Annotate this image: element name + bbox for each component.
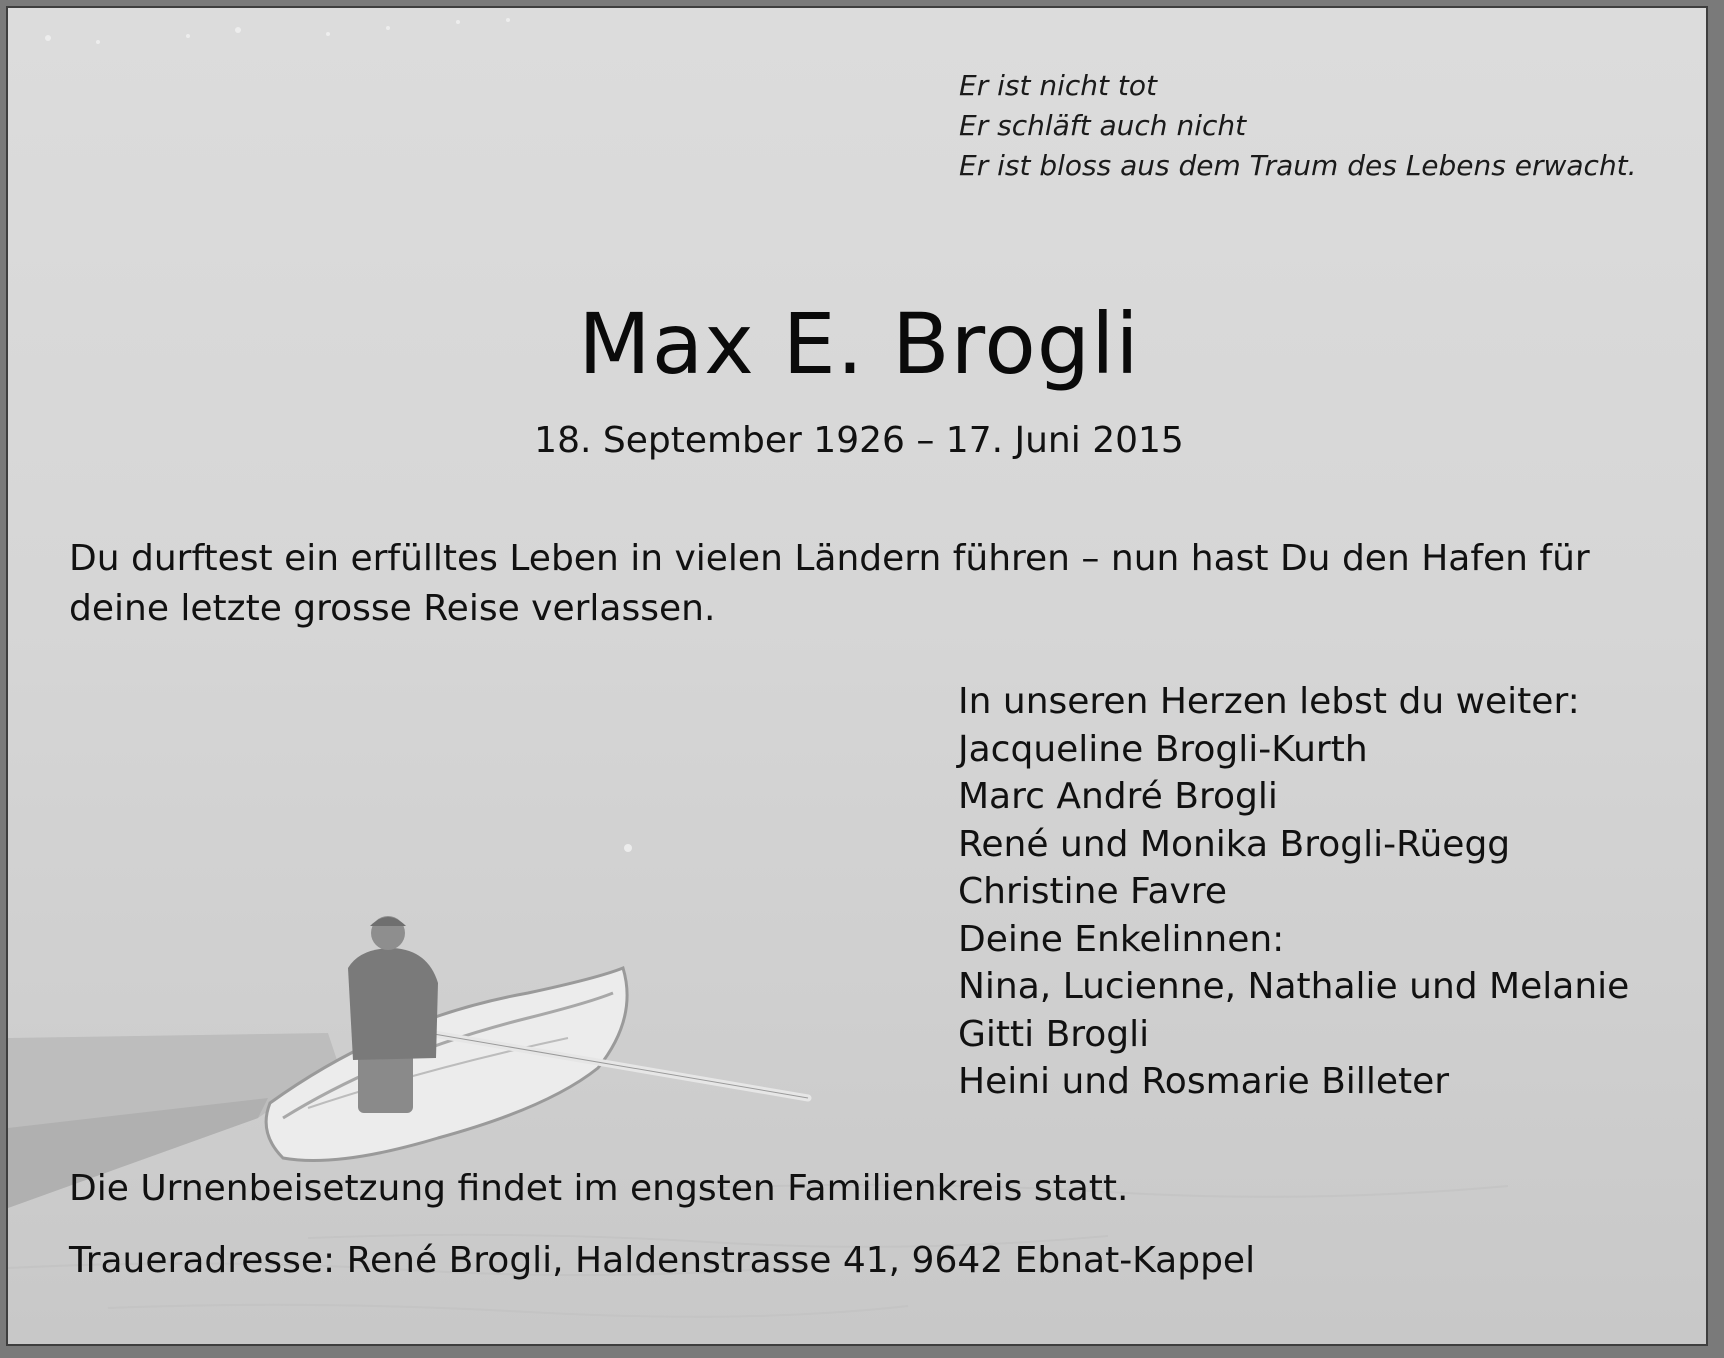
mourners-list — [958, 678, 1629, 1106]
rowboat-photo — [8, 8, 1708, 1346]
epigraph-poem — [959, 66, 1637, 186]
epigraph-line: Er ist nicht tot — [959, 69, 1157, 102]
burial-note: Die Urnenbeisetzung findet im engsten Familienkreis statt. — [69, 1168, 1129, 1209]
mourner-name: Gitti Brogli — [958, 1013, 1150, 1055]
mourner-name: Marc André Brogli — [958, 776, 1278, 817]
mourner-name: Christine Favre — [958, 871, 1227, 912]
obituary-notice — [6, 6, 1708, 1346]
mourning-address: Traueradresse: René Brogli, Haldenstrasse 41, 9642 Ebnat-Kappel — [69, 1240, 1256, 1281]
mourner-name: Nina, Lucienne, Nathalie und Melanie — [958, 966, 1630, 1007]
mourners-heading: In unseren Herzen lebst du weiter: — [958, 681, 1580, 722]
mourner-name: Deine Enkelinnen: — [958, 918, 1285, 960]
epigraph-line: Er ist bloss aus dem Traum des Lebens erwacht. — [959, 149, 1637, 182]
life-dates: 18. September 1926 – 17. Juni 2015 — [534, 420, 1184, 461]
mourner-name: René und Monika Brogli-Rüegg — [958, 823, 1511, 865]
tribute-text: Du durftest ein erfülltes Leben in vielen Ländern führen – nun hast Du den Hafen für deine letzte grosse Reise verlassen. — [69, 538, 1590, 629]
mourner-name: Jacqueline Brogli-Kurth — [958, 728, 1368, 770]
mourner-name: Heini und Rosmarie Billeter — [958, 1061, 1450, 1102]
deceased-name: Max E. Brogli — [578, 295, 1140, 393]
epigraph-line: Er schläft auch nicht — [959, 109, 1247, 142]
